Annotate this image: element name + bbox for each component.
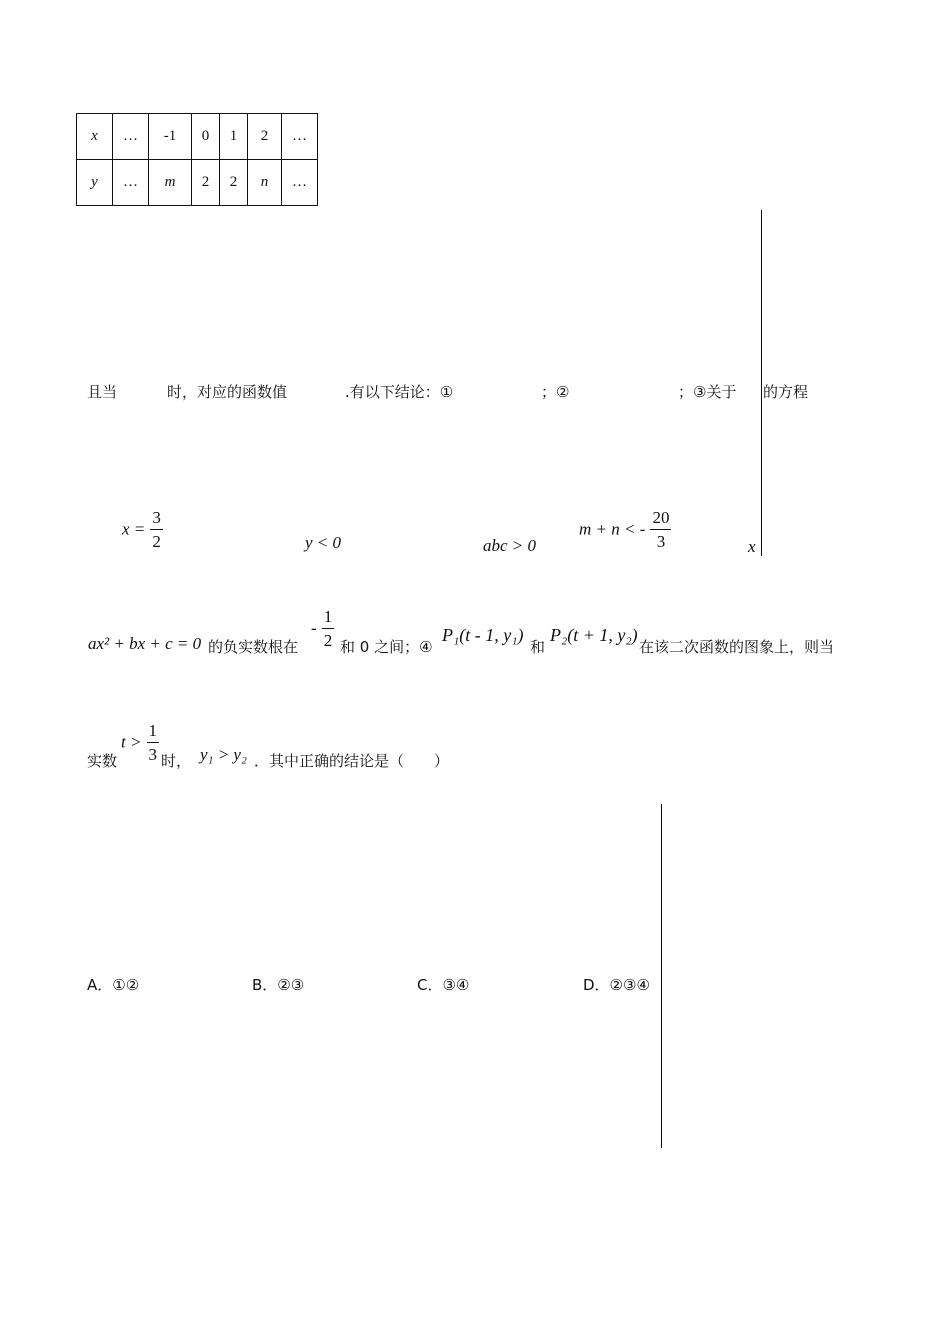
value-table <box>76 113 318 206</box>
numerator: 1 <box>147 722 160 743</box>
formula-abc: abc > 0 <box>483 536 537 555</box>
formula-quadratic-equation: ax² + bx + c = 0 <box>88 634 202 653</box>
vertical-rule <box>761 210 762 556</box>
table-cell: x <box>77 114 113 160</box>
line3-text: 在该二次函数的图象上，则当 <box>639 638 835 656</box>
table-row-x <box>77 114 318 160</box>
option-c[interactable]: C．③④ <box>417 976 470 994</box>
numerator: 3 <box>150 509 163 530</box>
option-b[interactable]: B．②③ <box>252 976 305 994</box>
formula-text: t > <box>121 732 142 752</box>
formula-text: m + n < - <box>579 519 646 539</box>
formula-text: x = <box>122 519 146 539</box>
fraction <box>322 608 335 649</box>
fraction <box>650 509 671 550</box>
line4-text: 时， <box>161 752 192 770</box>
formula-neg-half <box>311 608 334 649</box>
minus-sign: - <box>311 618 317 638</box>
table-cell: 1 <box>220 114 248 160</box>
numerator: 20 <box>650 509 671 530</box>
line3-text: 和 0 之间；④ <box>340 638 433 656</box>
table-row-y <box>77 160 318 206</box>
denominator: 3 <box>656 532 666 551</box>
line4-text: ．其中正确的结论是（ ） <box>254 752 450 770</box>
table-cell: … <box>282 114 318 160</box>
table-cell: y <box>77 160 113 206</box>
table-cell: n <box>248 160 282 206</box>
fraction <box>147 722 160 763</box>
line1-text: 的方程 <box>763 383 809 401</box>
line1-text: 时，对应的函数值 <box>167 383 288 401</box>
table-cell: … <box>113 114 149 160</box>
formula-point-p2: P₂(t + 1, y₂) <box>550 625 638 645</box>
table-cell: 2 <box>192 160 220 206</box>
denominator: 2 <box>323 631 333 650</box>
denominator: 2 <box>152 532 161 551</box>
table-cell: 0 <box>192 114 220 160</box>
table-cell: … <box>113 160 149 206</box>
formula-y-negative: y < 0 <box>305 533 342 552</box>
option-a[interactable]: A．①② <box>87 976 140 994</box>
fraction <box>150 509 163 550</box>
line1-text: ；② <box>541 383 570 401</box>
table-cell: -1 <box>149 114 192 160</box>
line1-text: ；③关于 <box>678 383 737 401</box>
option-d[interactable]: D．②③④ <box>583 976 650 994</box>
formula-t-gt-third <box>121 722 159 763</box>
table-cell: m <box>149 160 192 206</box>
table-cell: 2 <box>248 114 282 160</box>
formula-point-p1: P₁(t - 1, y₁) <box>442 625 524 645</box>
formula-x-axis <box>122 509 163 550</box>
line4-text: 实数 <box>87 752 118 770</box>
vertical-rule <box>661 804 662 1148</box>
formula-y-compare: y₁ > y₂ <box>200 745 247 764</box>
formula-m-plus-n <box>579 509 671 550</box>
line3-text: 的负实数根在 <box>208 638 299 656</box>
formula-x-var: x <box>748 537 756 556</box>
table-cell: … <box>282 160 318 206</box>
numerator: 1 <box>322 608 335 629</box>
line1-text: .有以下结论：① <box>345 383 454 401</box>
table-cell: 2 <box>220 160 248 206</box>
line1-text: 且当 <box>87 383 118 401</box>
denominator: 3 <box>148 745 158 764</box>
line3-text: 和 <box>530 638 546 656</box>
